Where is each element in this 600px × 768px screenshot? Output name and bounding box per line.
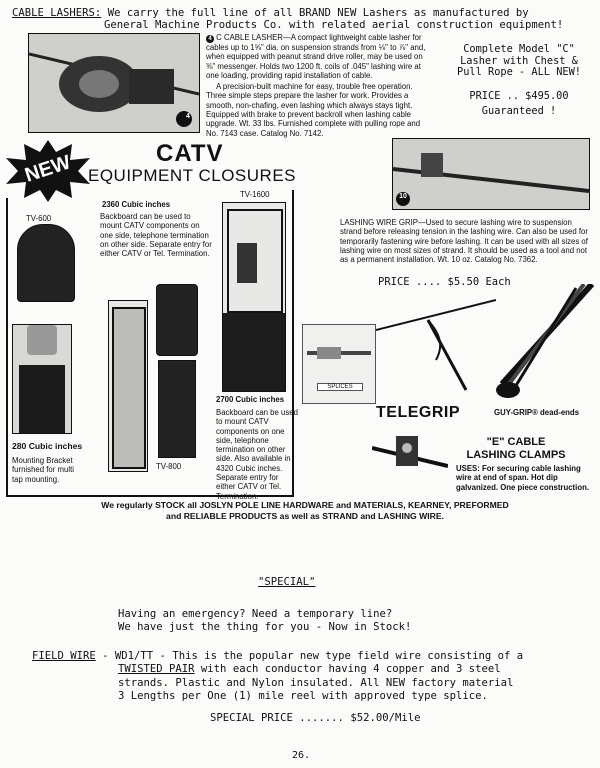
desc-280: Mounting Bracket furnished for multi tap mounting. xyxy=(12,456,74,484)
grip-description: LASHING WIRE GRIP—Used to secure lashing wire to suspension strand before releasing tension in the lashing wire. Can also be used for temporarily fastening wire before lashing. It can be used with all sizes of lashing wire on most sizes of strand. It should be used as a tool and not as a permanent installation. Wt. 10 oz. Catalog No. 7362. xyxy=(340,218,588,265)
tv1600-module xyxy=(237,243,257,283)
tv280-body xyxy=(19,365,65,433)
telegrip-label: TELEGRIP xyxy=(376,404,461,421)
tv600-photo xyxy=(17,224,75,302)
field-line-3: strands. Plastic and Nylon insulated. All NEW factory material xyxy=(118,676,514,689)
tv1600-body xyxy=(223,313,285,391)
lashers-intro xyxy=(12,7,592,31)
page-number: 26. xyxy=(292,750,311,761)
grip-photo-number: 10 xyxy=(399,193,407,200)
lasher-guaranteed: Guaranteed ! xyxy=(481,105,557,118)
desc-2700: Backboard can be used to mount CATV components on one side, telephone termination on other side. Also available in 4320 Cubic inches. Separate entry for either CATV or Tel. Termination. xyxy=(216,408,298,501)
guygrip-photo xyxy=(492,284,596,402)
lasher-desc-1: C CABLE LASHER—A compact lightweight cable lasher for cables up to 1⅝" dia. on suspension strands from ⅛" to ⅞" and, when equipped with peanut strand drive roller, may be used on ⅜" messenger. Holds two 1200 ft. coils of .045" lashing wire at one loading, providing rapid installation of cable. xyxy=(206,33,426,80)
stock-statement xyxy=(20,500,590,522)
lasher-bullet: 4 xyxy=(206,35,214,43)
tv800-cover-photo xyxy=(156,284,198,356)
tv280-photo xyxy=(12,324,72,434)
field-line-2: with each conductor having 4 copper and 3 steel xyxy=(194,663,501,676)
new-badge-text: NEW xyxy=(22,151,74,187)
clamp-uses: USES: For securing cable lashing wire at end of span. Hot dip galvanized. One piece construction. xyxy=(456,464,590,492)
splices-label: SPLICES xyxy=(317,383,363,391)
field-line-2-row xyxy=(32,663,592,676)
tv280-top xyxy=(27,325,57,355)
field-line-4: 3 Lengths per One (1) mile reel with approved type splice. xyxy=(118,690,488,703)
cable-lasher-photo xyxy=(28,33,200,133)
special-intro xyxy=(118,608,578,634)
model-line-2: Lasher with Chest & xyxy=(460,54,578,67)
lasher-description xyxy=(206,33,434,138)
catv-title: CATV xyxy=(156,140,224,167)
cubic-2360: 2360 Cubic inches xyxy=(102,200,171,209)
tv1600-label: TV-1600 xyxy=(240,190,270,199)
lasher-price: PRICE .. $495.00 xyxy=(469,89,569,102)
model-line-1: Complete Model "C" xyxy=(463,43,575,55)
stock-line-1: We regularly STOCK all JOSLYN POLE LINE HARDWARE and MATERIALS, KEARNEY, PREFORMED xyxy=(101,500,509,510)
catv-subtitle: EQUIPMENT CLOSURES xyxy=(88,166,297,185)
clamp-title-2: LASHING CLAMPS xyxy=(466,449,566,461)
splices-photo xyxy=(302,324,376,404)
guygrip-label: GUY-GRIP® dead-ends xyxy=(494,408,580,417)
new-badge xyxy=(4,140,92,202)
special-line-1: Having an emergency? Need a temporary line? xyxy=(118,608,393,620)
lashers-heading: CABLE LASHERS: xyxy=(12,7,102,19)
clamp-title-1: "E" CABLE xyxy=(486,436,546,448)
catv-frame-left xyxy=(6,198,8,496)
lashers-intro-line2: General Machine Products Co. with related aerial construction equipment! xyxy=(104,19,564,31)
clamp-title xyxy=(436,436,596,462)
telegrip-photo xyxy=(376,290,496,400)
field-line-1-row xyxy=(32,650,592,663)
cubic-2700: 2700 Cubic inches xyxy=(216,395,285,404)
special-heading: "SPECIAL" xyxy=(258,576,316,588)
tv800-base-photo xyxy=(158,360,196,458)
model-line-3: Pull Rope - ALL NEW! xyxy=(457,66,581,79)
field-line-1: - WD1/TT - This is the popular new type field wire consisting of a xyxy=(95,650,524,662)
cubic-280: 280 Cubic inches xyxy=(12,441,83,451)
grip-photo xyxy=(392,138,590,210)
stock-line-2: and RELIABLE PRODUCTS as well as STRAND and LASHING WIRE. xyxy=(166,511,444,521)
lashers-intro-line1: We carry the full line of all BRAND NEW Lashers as manufactured by xyxy=(107,7,529,19)
tv800-frame-photo xyxy=(108,300,148,472)
desc-2360: Backboard can be used to mount CATV components on one side, telephone termination on other side. Separate entry for either CATV or Tel. Termination. xyxy=(100,212,212,259)
lasher-offer xyxy=(444,44,594,118)
tv800-frame-inner xyxy=(112,307,146,469)
splice-sleeve xyxy=(317,347,341,359)
special-price: SPECIAL PRICE ....... $52.00/Mile xyxy=(210,712,421,724)
grip-price: PRICE .... $5.50 Each xyxy=(378,276,511,288)
cable-lasher-image xyxy=(29,34,199,132)
tv800-label: TV-800 xyxy=(156,462,182,471)
tv600-label: TV-600 xyxy=(26,214,52,223)
field-wire-block xyxy=(32,650,592,704)
twisted-pair: TWISTED PAIR xyxy=(118,663,195,676)
grip-image xyxy=(393,139,589,209)
special-line-2: We have just the thing for you - Now in Stock! xyxy=(118,621,412,633)
tv1600-photo xyxy=(222,202,286,392)
lasher-desc-2: A precision-built machine for easy, trouble free operation. Three simple steps prepare the lasher for work. Provides a smooth, non-chafing, even lashing which always stays tight. Equipped with brake to prevent backroll when lashing cable upgrade. Wt. 33 lbs. Furnished complete with pulling rope and No. 7143 case. Catalog No. 7142. xyxy=(206,82,421,138)
field-wire-label: FIELD WIRE xyxy=(32,650,96,662)
lasher-photo-number: 4 xyxy=(186,113,190,120)
